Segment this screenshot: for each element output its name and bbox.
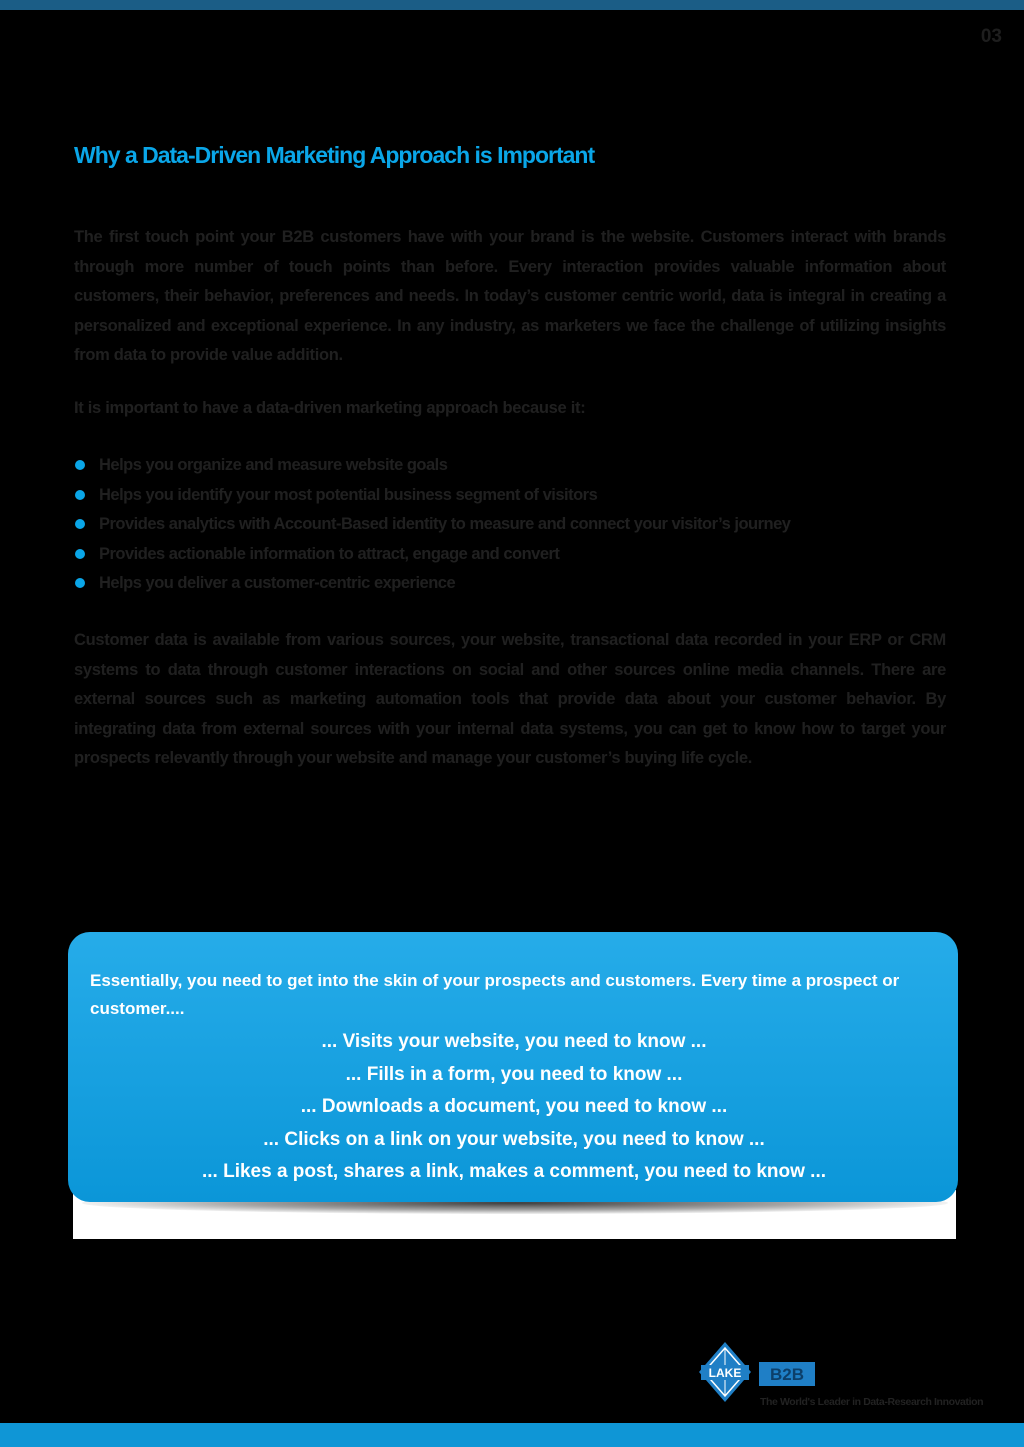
page-number: 03 (980, 26, 1002, 47)
bullet-dot-icon (75, 549, 85, 559)
bullet-dot-icon (75, 490, 85, 500)
list-item (74, 540, 954, 570)
diamond-globe-logo-icon (699, 1342, 751, 1402)
top-accent-bar (0, 0, 1024, 10)
callout-box (68, 932, 958, 1202)
logo-wordmark-left: LAKE (708, 1366, 742, 1380)
section-title: Why a Data-Driven Marketing Approach is Important (74, 142, 595, 168)
bullet-dot-icon (75, 460, 85, 470)
logo-tagline: The World's Leader in Data-Research Innovation (760, 1396, 984, 1408)
callout-lines (90, 1026, 938, 1189)
list-item-text: Helps you deliver a customer-centric experience (99, 574, 456, 592)
bullet-dot-icon (75, 519, 85, 529)
list-item-text: Helps you organize and measure website goals (99, 456, 448, 474)
callout-line: ... Visits your website, you need to know ... (321, 1031, 707, 1052)
logo-wordmark-right: B2B (769, 1365, 805, 1384)
callout-line: ... Clicks on a link on your website, you need to know ... (263, 1128, 765, 1150)
intro-paragraph: The first touch point your B2B customers have with your brand is the website. Customers interact with brands through more number of touch points than before. Every interaction provides valuable information about customers, their behavior, preferences and needs. In today’s customer centric world, data is integral in creating a personalized and exceptional experience. In any industry, as marketers we face the challenge of utilizing insights from data to provide value addition. (74, 228, 946, 364)
list-item (74, 481, 954, 511)
callout-line: ... Downloads a document, you need to know ... (300, 1096, 728, 1117)
list-item-text: Helps you identify your most potential business segment of visitors (99, 485, 598, 504)
callout-line: ... Likes a post, shares a link, makes a comment, you need to know ... (201, 1161, 827, 1182)
callout-intro: Essentially, you need to get into the skin of your prospects and customers. Every time a prospect or customer.... (90, 971, 900, 1018)
list-item (74, 451, 954, 481)
company-logo (697, 1340, 1007, 1420)
lead-in-paragraph: It is important to have a data-driven marketing approach because it: (74, 399, 586, 417)
list-item (74, 510, 954, 540)
callout-line: ... Fills in a form, you need to know ... (345, 1063, 683, 1085)
list-item-text: Provides analytics with Account-Based identity to measure and connect your visitor’s journey (99, 515, 791, 533)
list-item (74, 569, 954, 599)
list-item-text: Provides actionable information to attract, engage and convert (99, 544, 560, 563)
bottom-accent-bar (0, 1423, 1024, 1447)
benefits-list (74, 451, 954, 599)
data-sources-paragraph: Customer data is available from various sources, your website, transactional data recorded in your ERP or CRM systems to data through customer interactions on social and other sources online media channels. There are external sources such as marketing automation tools that provide data about your customer behavior. By integrating data from external sources with your internal data systems, you can get to know how to target your prospects relevantly through your website and manage your customer’s buying life cycle. (74, 631, 946, 767)
bullet-dot-icon (75, 578, 85, 588)
